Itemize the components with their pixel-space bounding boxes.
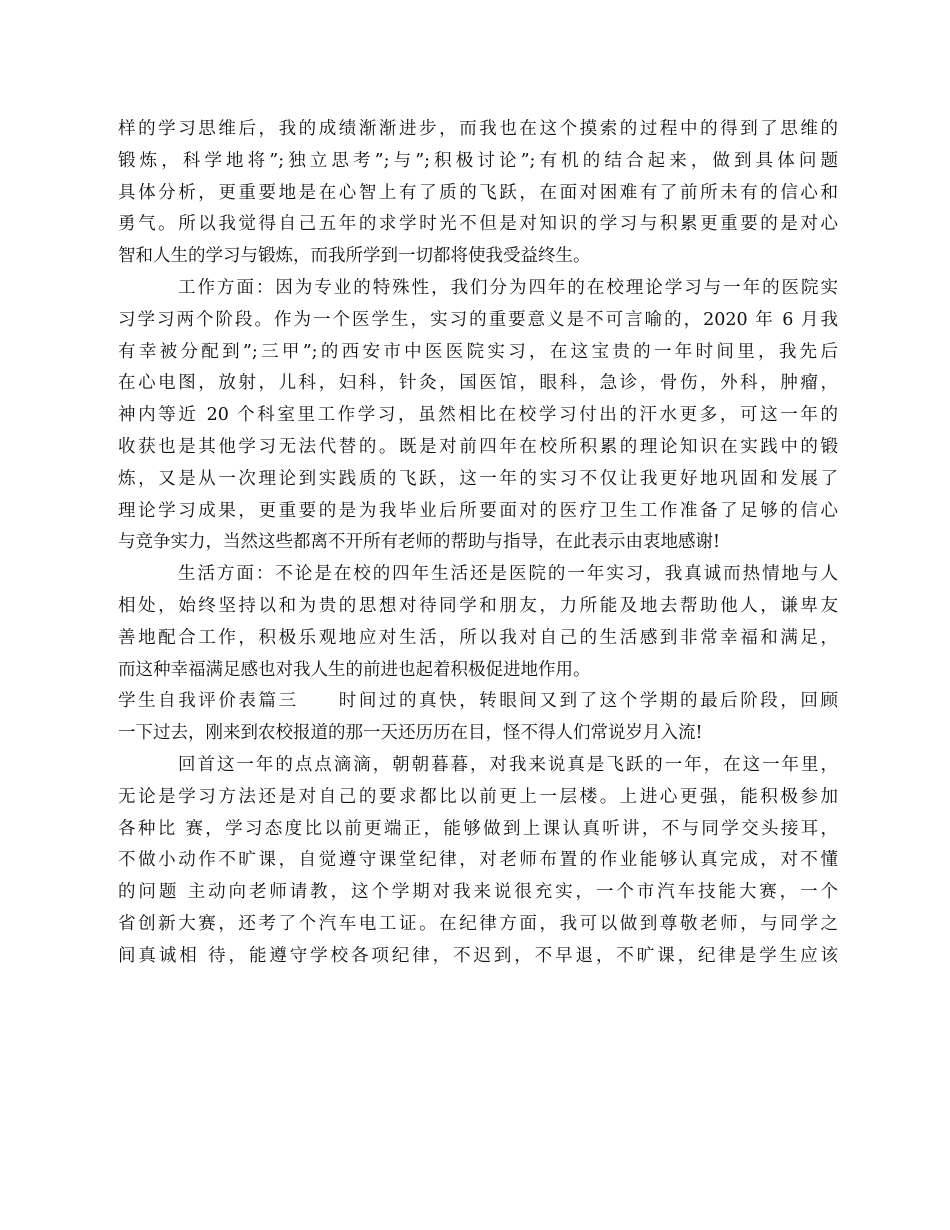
text-line: 相处，始终坚持以和为贵的思想对待同学和朋友，力所能及地去帮助他人，谦卑友 — [118, 595, 838, 616]
text-line: 与竞争实力，当然这些都离不开所有老师的帮助与指导，在此表示由衷地感谢! — [118, 532, 721, 553]
text-line: 的问题 主动向老师请教，这个学期对我来说很充实，一个市汽车技能大赛，一个 — [118, 882, 838, 903]
text-line: 样的学习思维后，我的成绩渐渐进步，而我也在这个摸索的过程中的得到了思维的 — [118, 119, 838, 139]
paragraph-start-line: 生活方面：不论是在校的四年生活还是医院的一年实习，我真诚而热情地与人 — [178, 564, 838, 585]
paragraph-start-line: 回首这一年的点点滴滴，朝朝暮暮，对我来说真是飞跃的一年，在这一年里， — [178, 754, 838, 775]
text-line: 锻炼，科学地将”;独立思考”;与”;积极讨论”;有机的结合起来，做到具体问题 — [118, 150, 838, 171]
text-line: 间真诚相 待，能遵守学校各项纪律，不迟到，不早退，不旷课，纪律是学生应该 — [118, 945, 838, 966]
text-line: 理论学习成果，更重要的是为我毕业后所要面对的医疗卫生工作准备了足够的信心 — [118, 500, 838, 521]
text-line: 神内等近 20 个科室里工作学习，虽然相比在校学习付出的汗水更多，可这一年的 — [118, 405, 838, 426]
paragraph-start-line: 工作方面：因为专业的特殊性，我们分为四年的在校理论学习与一年的医院实 — [178, 277, 838, 298]
text-line: 不做小动作不旷课，自觉遵守课堂纪律，对老师布置的作业能够认真完成，对不懂 — [118, 850, 838, 871]
text-line: 善地配合工作，积极乐观地应对生活，所以我对自己的生活感到非常幸福和满足， — [118, 627, 838, 648]
text-line: 习学习两个阶段。作为一个医学生，实习的重要意义是不可言喻的，2020 年 6 月我 — [118, 309, 838, 330]
section-heading-line: 学生自我评价表篇三 时间过的真快，转眼间又到了这个学期的最后阶段，回顾 — [118, 691, 838, 712]
text-line: 勇气。所以我觉得自己五年的求学时光不但是对知识的学习与积累更重要的是对心 — [118, 214, 838, 235]
text-line: 而这种幸福满足感也对我人生的前进也起着积极促进地作用。 — [118, 659, 591, 680]
text-line: 一下过去，刚来到农校报道的那一天还历历在目，怪不得人们常说岁月入流! — [118, 723, 703, 744]
text-line: 省创新大赛，还考了个汽车电工证。在纪律方面，我可以做到尊敬老师，与同学之 — [118, 913, 838, 934]
text-line: 各种比 赛，学习态度比以前更端正，能够做到上课认真听讲，不与同学交头接耳， — [118, 818, 838, 839]
text-line: 有幸被分配到”;三甲”;的西安市中医医院实习，在这宝贵的一年时间里，我先后 — [118, 341, 838, 362]
text-line: 无论是学习方法还是对自己的要求都比以前更上一层楼。上进心更强，能积极参加 — [118, 786, 838, 807]
document-body — [118, 114, 838, 973]
text-line: 炼，又是从一次理论到实践质的飞跃，这一年的实习不仅让我更好地巩固和发展了 — [118, 468, 838, 489]
text-line: 在心电图，放射，儿科，妇科，针灸，国医馆，眼科，急诊，骨伤，外科，肿瘤， — [118, 373, 838, 394]
text-line: 具体分析，更重要地是在心智上有了质的飞跃，在面对困难有了前所未有的信心和 — [118, 182, 838, 203]
text-line: 智和人生的学习与锻炼，而我所学到一切都将使我受益终生。 — [118, 246, 591, 267]
text-line: 收获也是其他学习无法代替的。既是对前四年在校所积累的理论知识在实践中的锻 — [118, 436, 838, 457]
